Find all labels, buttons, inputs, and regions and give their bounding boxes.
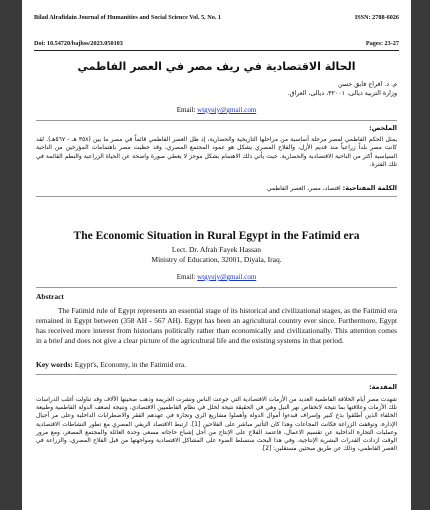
- page-range: Pages: 23-27: [365, 40, 399, 47]
- arabic-keywords-label: الكلمة المفتاحية:: [342, 184, 397, 192]
- english-keywords-line: [36, 360, 397, 369]
- arabic-abstract-label: الملخص:: [369, 124, 397, 132]
- arabic-keywords: اقتصاد، مصر، العصر الفاطمي: [266, 185, 341, 192]
- english-email-label: Email:: [176, 273, 196, 281]
- arabic-author: م. د. افراح فايق حسن: [338, 81, 397, 88]
- arabic-affiliation: وزارة التربية ديالى، ٣٢٠٠١، ديالى، العراق.: [287, 90, 397, 97]
- issn: ISSN: 2788-6026: [354, 14, 399, 21]
- english-affiliation: Ministry of Education, 32001, Diyala, Iraq.: [151, 255, 282, 264]
- doi: Doi: 10.54720/bajhss/2023.050103: [34, 40, 123, 47]
- english-divider-top: [36, 287, 397, 288]
- running-header-top: [34, 14, 399, 21]
- english-abstract-label: Abstract: [36, 292, 64, 301]
- arabic-divider-top: [36, 120, 397, 121]
- running-header-bottom: [34, 40, 399, 47]
- header-rule: [34, 50, 399, 51]
- arabic-abstract: يمثل الحكم الفاطمي لمصر مرحلة أساسية من مراحلها التاريخية والحضارية، إذ ظل العصر الفاطمي قائماً في مصر ما بين (٣٥٨ هـ - ٥٦٧هـ). لقد كانت مصر بلداً زراعياً منذ قديم الأزل، والفلاح المصري يشكل هو عمود المجتمع المصري، وقد حظيت مصر باهتمامات المؤرخين من الناحية السياسية أكثر من الناحية الاقتصادية والحضارية. حيث يأتي ذلك الاهتمام بشكل موجز لا يعطي صورة واضحة عن الحياة الزراعية والنظم القائمة في تلك الفترة.: [36, 136, 397, 169]
- english-divider-bottom: [36, 374, 397, 375]
- arabic-email-line: [36, 106, 397, 114]
- english-abstract: The Fatimid rule of Egypt represents an essential stage of its historical and civilizational stages, as the Fatimid era remained in Egypt between (358 AH - 567 AH). Egypt has been an agricultural country ever since. Furthermore, Egypt has received more interest from historians politically rather than economically and civilizationally. This attention comes in a brief and does not give a clear picture of the agricultural life and the existing systems in that period.: [36, 306, 397, 345]
- arabic-title: الحالة الاقتصادية في ريف مصر في العصر الفاطمي: [77, 60, 356, 73]
- journal-page: [22, 0, 411, 510]
- english-email-link[interactable]: wtgyujy@gmail.com: [197, 273, 257, 281]
- introduction-body: شهدت مصر أيام الخلافة الفاطمية العديد من الأزمات الاقتصادية التي جوعت الناس ونشرت الجريمة وذهب ضحيتها الآلاف وقد تناولت أغلب الدراسات تلك الأزمات وعلاقتها بما نتيجة لانخفاض نهر النيل وهي في الحقيقة نتيجة لخلل في نظام الفاطميين الاقتصادي، ونتيجة لضعف الدولة الفاطمية وطبيعة الخلفاء الذين أطلقوا بذخ كبير وإسراف فبدءوا أموال الدولة وأهملوا مشاريع الري وتجارة في عهدهم الفقر والاضطرابات الداخلية وعلى مر أجيال الإدارة، وتوقفت الزراعة فكانت المجاعات وهذا كان التأثير مباشر على الفلاحين [1]. ارتبط الاقتصاد الريفي المصري مع تطور النشاطات الاقتصادية وعمليات التجارة الداخلية عن تقسيم الاعمال، فاعتمد الفلاح على الإنتاج من أجل إشباع حاجاته مسعى وحدة العائلة والمجتمع المصغر، ومع مرور الوقت ازدادت القدرات البشرية الإنتاجية، وفي هذا البحث سنسلط الضوء على المشاكل الاقتصادية ومواجهتها من قبل الفلاح المصري، والزراعة في العصر الفاطمي، وذلك عن طريق مبحثين مستقلين: [2].: [36, 397, 397, 453]
- english-keywords-label: Key words:: [36, 360, 73, 369]
- journal-name: Bilad Alrafidain Journal of Humanities and Social Science Vol. 5, No. 1: [34, 14, 222, 21]
- arabic-email-label: Email:: [176, 106, 196, 114]
- english-email-line: [36, 273, 397, 281]
- arabic-email-link[interactable]: wtgyujy@gmail.com: [197, 106, 257, 114]
- arabic-divider-bottom: [36, 196, 397, 197]
- arabic-keywords-line: [36, 184, 397, 192]
- english-title: The Economic Situation in Rural Egypt in the Fatimid era: [73, 230, 360, 242]
- introduction-label: المقدمة:: [368, 383, 397, 391]
- english-keywords: Egypt's, Economy, in the Fatimid era.: [74, 360, 187, 369]
- english-author: Lect. Dr. Afrah Fayek Hassan: [171, 245, 262, 254]
